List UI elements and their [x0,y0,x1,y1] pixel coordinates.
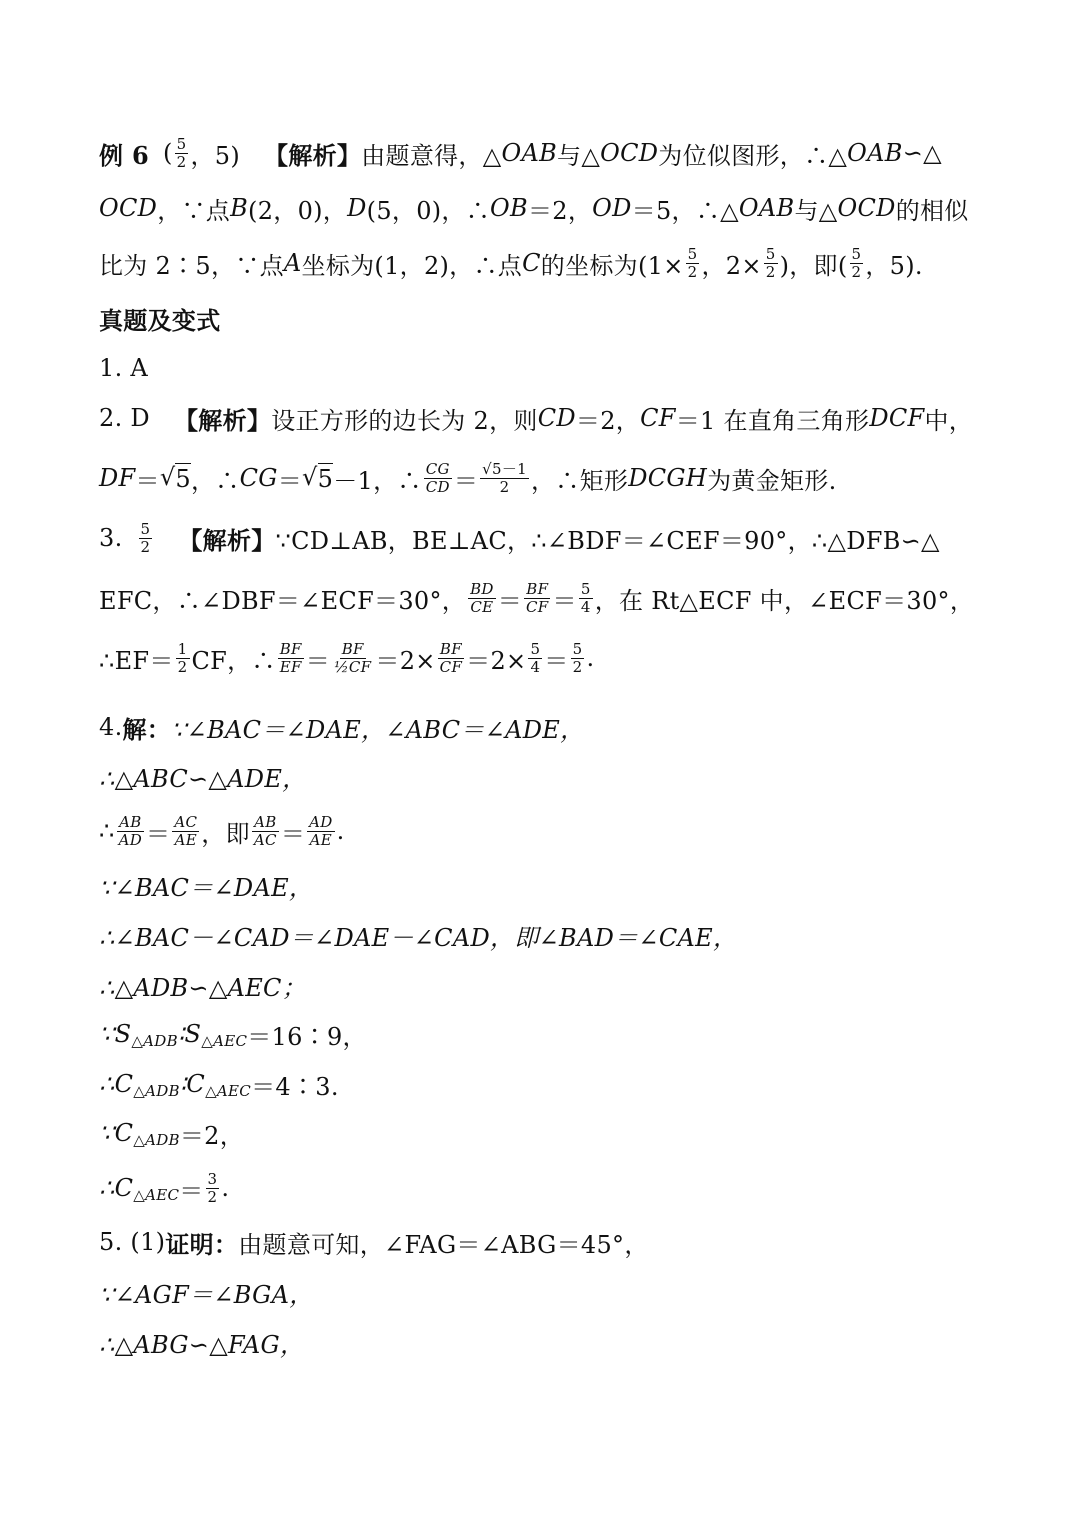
text: ＝5，∴△ [631,196,739,225]
text: ∽△ [902,139,942,167]
math-var: D [347,194,367,222]
question-1 [99,343,1040,393]
math-var: DCF [869,404,925,432]
frac-den: CF [526,597,549,616]
math-var: CG [239,464,278,492]
frac-num: 5 [176,134,187,153]
text: . [336,817,345,845]
example-label: 例 6 [99,140,149,170]
text: ∴∠BAC－∠CAD＝∠DAE－∠CAD，即∠BAD＝∠CAE， [99,923,738,952]
subscript: △AEC [205,1082,252,1100]
sqrt: √ 5 [302,463,334,493]
frac-num: AC [174,812,198,831]
text: ∴C [99,1070,134,1098]
frac-den: CE [470,597,494,616]
text: ，5). [865,251,923,280]
question-2-line-1 [99,393,1040,443]
text: 由题意得，△ [361,141,502,170]
text: EFC，∴∠DBF＝∠ECF＝30°， [99,586,467,615]
text: ＝2× [466,646,527,675]
text: －1，∴ [333,466,422,495]
question-4-line-4 [99,860,1040,910]
question-2-line-2: DF ＝ √ 5 ，∴ CG ＝ √ 5 －1，∴ $\frac{CG}{CD}$ ＝ $\frac{√5-1}{2}$ ，∴矩形 DCGH 为黄金矩形. [99,459,837,496]
question-3-line-1 [99,513,1040,563]
frac-den: 2 [499,477,510,496]
math-var: OAB [738,194,795,222]
math-var: CD [537,404,576,432]
text: ，∴矩形 [530,466,629,495]
frac-num: BF [279,639,302,658]
fraction [438,641,465,676]
text: ∴ [99,817,115,845]
frac-den: AD [118,830,143,849]
math-var: OAB [501,139,558,167]
subscript: △AEC [201,1032,248,1050]
frac-den: ½CF [334,657,372,676]
subscript: △AEC [133,1186,180,1204]
section-title-text: 真题及变式 [99,305,221,335]
frac-num: 3 [207,1169,218,1188]
math-var: A [283,249,302,277]
fraction [571,641,585,676]
frac-den: 2 [687,262,698,281]
sqrt-arg: 5 [317,465,334,493]
example-line-2 [99,183,1040,233]
text: ＝ [179,1176,204,1205]
math-var: CF [640,404,676,432]
question-4-line-6 [99,960,1040,1010]
text: 坐标为(1，2)，∴点 [301,251,523,280]
frac-den: 2 [176,152,187,171]
text: ＝16∶9， [247,1022,367,1051]
text: 的坐标为(1× [540,251,684,280]
text: 的相似 [895,196,969,225]
math-var: OCD [600,139,659,167]
q2-head: 2. D [99,404,150,432]
fraction [175,136,189,171]
example-line-3 [99,238,1040,288]
text: . [586,644,595,672]
analysis-tag: 【解析】 [178,525,276,555]
text: ，∵点 [157,196,231,225]
frac-num: AD [309,812,333,831]
q5-head: 5. (1) [99,1228,166,1256]
text: . [221,1174,230,1202]
fraction [176,641,190,676]
fraction [468,581,496,616]
frac-den: EF [279,657,302,676]
text: ，即 [201,819,250,848]
frac-den: 2 [572,657,583,676]
question-4-line-2 [99,751,1040,801]
text: )，即( [779,251,848,280]
frac-num: 5 [530,639,541,658]
question-4-line-5 [99,910,1040,960]
fraction [528,641,542,676]
fraction [117,814,144,849]
text: CF，∴ [191,646,276,675]
frac-num: 1 [177,639,188,658]
frac-den: 2 [765,262,776,281]
frac-num: AB [254,812,277,831]
proof-label: 证明： [165,1229,239,1259]
text: ∵∠AGF＝∠BGA， [99,1280,314,1309]
text: ＝2， [179,1121,245,1150]
question-5-line-1 [99,1217,1040,1267]
question-5-line-3 [99,1317,1040,1367]
text: ∴△ABG∽△FAG， [99,1330,305,1359]
text: ＝2× [375,646,436,675]
q4-head: 4. [99,713,123,741]
text: 为位似图形，∴△ [658,141,848,170]
frac-num: 5 [765,244,776,263]
frac-num: BF [341,639,364,658]
question-4-line-7 [99,1009,1040,1059]
sqrt-arg: 5 [175,465,191,493]
frac-den: 2 [207,1187,218,1206]
frac-num: CG [425,459,450,478]
text: ＝4∶3. [251,1072,339,1101]
text: ∵C [99,1119,134,1147]
text: ，∴ [190,466,240,495]
text: ∵∠BAC＝∠DAE，∠ABC＝∠ADE， [171,715,585,744]
frac-den: 4 [580,597,591,616]
math-var: C [522,249,541,277]
fraction [206,1171,220,1206]
fraction [172,814,199,849]
text: ＝2， [527,196,593,225]
frac-num: 5 [687,244,698,263]
frac-den: 2 [177,657,188,676]
text: ∶S [177,1020,202,1048]
frac-num: 5 [851,244,862,263]
text: ，2× [701,251,762,280]
subscript: △ADB [133,1082,180,1100]
fraction [579,581,593,616]
answer-open: ( [162,139,173,167]
fraction [850,246,864,281]
fraction [480,461,529,496]
question-4-line-10 [99,1163,1040,1213]
text: ∴C [99,1174,134,1202]
text: ∵CD⊥AB，BE⊥AC，∴∠BDF＝∠CEF＝90°，∴△DFB∽△ [275,526,940,555]
fraction [278,641,304,676]
text: 为黄金矩形. [707,466,837,495]
fraction [764,246,778,281]
frac-den: CD [425,477,450,496]
frac-den: 4 [530,657,541,676]
frac-den: 2 [851,262,862,281]
frac-num: √5－1 [482,459,527,478]
fraction [252,814,279,849]
frac-den: AE [309,830,333,849]
text: ，在 Rt△ECF 中，∠ECF＝30°， [594,586,975,615]
math-var: OB [490,194,528,222]
math-var: OCD [99,194,158,222]
frac-den: AC [253,830,277,849]
math-var: DF [99,464,136,492]
subscript: △ADB [131,1032,178,1050]
frac-num: BF [526,579,549,598]
math-var: DCGH [628,464,708,492]
answer-close: ，5) [190,141,241,170]
frac-num: BD [470,579,494,598]
fraction [686,246,700,281]
text: ＝ [135,466,160,495]
frac-num: BF [439,639,462,658]
frac-den: AE [174,830,198,849]
text: ∴EF＝ [99,646,174,675]
analysis-tag: 【解析】 [264,140,362,170]
frac-den: CF [439,657,463,676]
fraction [524,581,551,616]
text: 与△ [557,141,601,170]
text: 由题意可知，∠FAG＝∠ABG＝45°， [238,1230,649,1259]
text: 中， [924,406,974,435]
text: (2，0)， [248,196,348,225]
math-var: OD [592,194,632,222]
question-5-line-2 [99,1267,1040,1317]
frac-num: AB [119,812,142,831]
question-4-line-1 [99,702,1040,752]
text: ∵S [99,1020,132,1048]
subscript: △ADB [133,1131,180,1149]
sqrt: √ 5 [159,463,191,493]
solve-label: 解： [122,714,172,744]
question-3-line-2: EFC，∴∠DBF＝∠ECF＝30°， $\frac{BD}{CE}$ ＝ $\frac{BF}{CF}$ ＝ $\frac{5}{4}$ ，在 Rt△ECF 中，∠ECF＝30°， [99,579,975,616]
example-line-1 [99,128,1040,178]
math-var: B [230,194,249,222]
text: ∴△ADB∽△AEC； [99,973,307,1002]
text: 比为 2∶5，∵点 [99,251,284,280]
q1-text: 1. A [99,354,149,382]
text: ＝1 在直角三角形 [675,406,870,435]
analysis-tag: 【解析】 [173,405,272,435]
math-var: OAB [847,139,903,167]
text: (5，0)，∴ [366,196,491,225]
text: 设正方形的边长为 2，则 [271,406,538,435]
fraction [307,814,334,849]
question-4-line-9 [99,1108,1040,1158]
frac-num: 5 [572,639,583,658]
question-4-line-3: ∴ $\frac{AB}{AD}$ ＝ $\frac{AC}{AE}$ ，即 $\frac{AB}{AC}$ ＝ $\frac{AD}{AE}$ . [99,812,345,849]
fraction [139,521,153,556]
question-3-line-3: ∴EF＝ $\frac{1}{2}$ CF，∴ $\frac{BF}{EF}$ ＝ $\frac{BF}{\text{½CF}}$ ＝2× $\frac{BF}{CF}$ ＝2× $\frac{5}{4}$ ＝ $\frac{5}{2}$ . [99,639,595,676]
text: 与△ [794,196,838,225]
fraction [424,461,452,496]
q3-head: 3. [99,524,123,552]
text: ∴△ABC∽△ADE， [99,764,307,793]
text: ∵∠BAC＝∠DAE， [99,873,314,902]
question-4-line-8 [99,1059,1040,1109]
frac-num: 5 [580,579,591,598]
frac-num: 5 [140,519,151,538]
math-var: OCD [837,194,896,222]
fraction [332,641,373,676]
frac-den: 2 [140,537,151,556]
text: ＝2， [575,406,641,435]
section-title [99,293,1040,343]
text: ＝ [277,466,303,495]
text: ∶C [179,1070,206,1098]
